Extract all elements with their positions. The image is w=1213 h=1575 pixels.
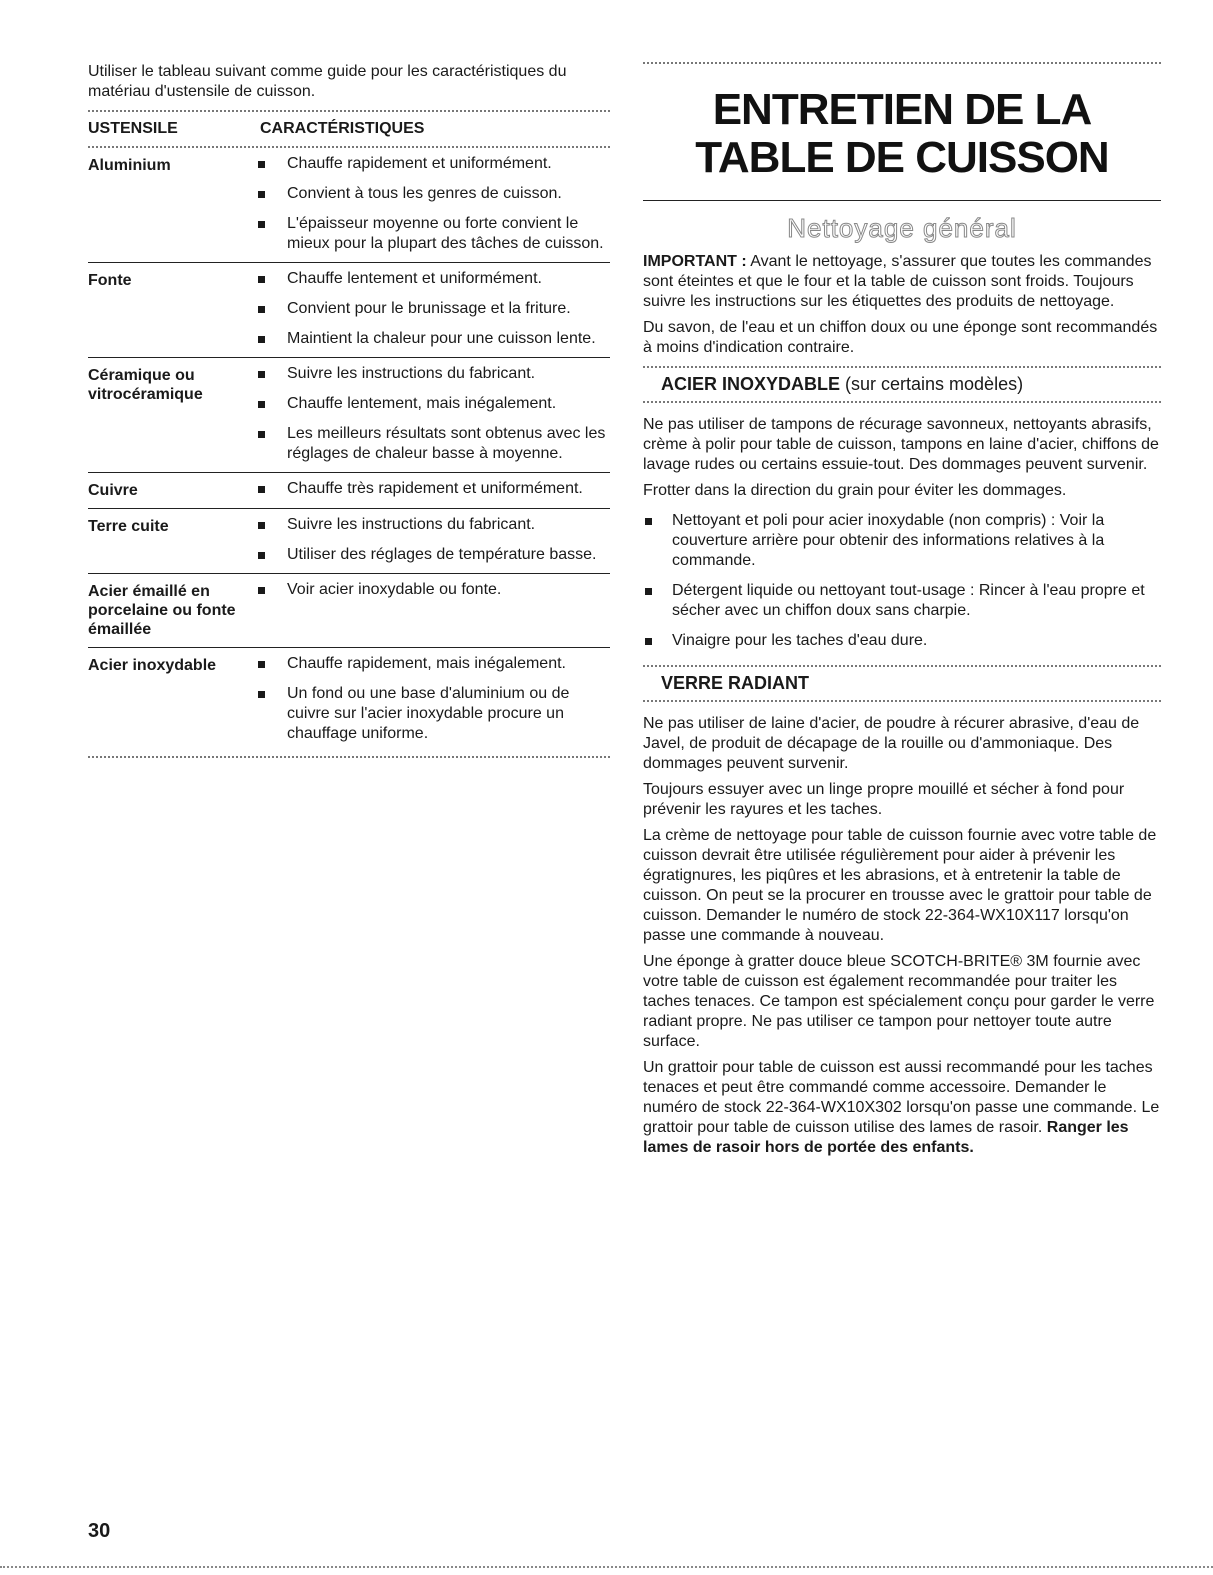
bullet-square-icon — [258, 401, 265, 408]
divider — [88, 756, 610, 758]
glass-paragraph-5 — [643, 1058, 1161, 1158]
cookware-name: Terre cuite — [88, 518, 169, 535]
list-item — [258, 214, 610, 254]
page-number: 30 — [88, 1520, 111, 1542]
cookware-name: Fonte — [88, 272, 132, 289]
list-item — [643, 631, 1161, 651]
important-text: Avant le nettoyage, s'assurer que toutes les commandes sont éteintes et que le four et la table de cuisson sont froids. Toujours suivre les instructions sur les étiquettes des produits de nettoyage. — [643, 253, 1152, 310]
characteristic-text: Un fond ou une base d'aluminium ou de cuivre sur l'acier inoxydable procure un chauffage uniforme. — [287, 685, 570, 742]
characteristic-text: Maintient la chaleur pour une cuisson lente. — [287, 330, 596, 347]
glass-paragraph-5-text: Un grattoir pour table de cuisson est aussi recommandé pour les taches tenaces et peut être commandé comme accessoire. Demander le numéro de stock 22-364-WX10X302 lorsqu'on passe une commande. Le grattoir pour table de cuisson utilise des lames de rasoir. — [643, 1059, 1160, 1136]
characteristic-text: L'épaisseur moyenne ou forte convient le mieux pour la plupart des tâches de cuisson. — [287, 215, 604, 252]
header-characteristics: CARACTÉRISTIQUES — [260, 120, 425, 137]
bullet-square-icon — [258, 661, 265, 668]
bullet-square-icon — [258, 587, 265, 594]
table-row — [88, 473, 610, 508]
list-item — [258, 394, 610, 414]
intro-text: Utiliser le tableau suivant comme guide pour les caractéristiques du matériau d'ustensile de cuisson. — [88, 63, 567, 100]
divider — [643, 401, 1161, 403]
cookware-name: Aluminium — [88, 157, 171, 174]
bullet-square-icon — [258, 486, 265, 493]
list-item — [258, 364, 610, 384]
characteristics-list — [258, 269, 610, 349]
bullet-square-icon — [258, 191, 265, 198]
steel-paragraph-2: Frotter dans la direction du grain pour éviter les dommages. — [643, 482, 1067, 499]
list-item — [643, 581, 1161, 621]
characteristic-text: Convient pour le brunissage et la friture. — [287, 300, 571, 317]
glass-paragraph-1: Ne pas utiliser de laine d'acier, de poudre à récurer abrasive, d'eau de Javel, de produit de décapage de la rouille ou d'ammoniaque. Des dommages peuvent survenir. — [643, 715, 1140, 772]
characteristic-text: Chauffe rapidement et uniformément. — [287, 155, 552, 172]
bullet-square-icon — [645, 638, 652, 645]
list-item — [258, 424, 610, 464]
bullet-square-icon — [258, 552, 265, 559]
characteristic-text: Suivre les instructions du fabricant. — [287, 516, 536, 533]
characteristics-list — [258, 654, 610, 744]
bullet-square-icon — [258, 306, 265, 313]
bullet-square-icon — [258, 276, 265, 283]
characteristic-text: Chauffe lentement et uniformément. — [287, 270, 542, 287]
characteristic-text: Suivre les instructions du fabricant. — [287, 365, 536, 382]
characteristic-text: Chauffe très rapidement et uniformément. — [287, 480, 583, 497]
characteristic-text: Utiliser des réglages de température basse. — [287, 546, 597, 563]
characteristic-text: Chauffe lentement, mais inégalement. — [287, 395, 557, 412]
bullet-square-icon — [258, 431, 265, 438]
bullet-square-icon — [258, 691, 265, 698]
glass-heading — [643, 667, 1161, 700]
characteristic-text: Voir acier inoxydable ou fonte. — [287, 581, 502, 598]
characteristic-text: Chauffe rapidement, mais inégalement. — [287, 655, 566, 672]
characteristics-list — [258, 154, 610, 254]
list-item — [258, 329, 610, 349]
glass-paragraph-4: Une éponge à gratter douce bleue SCOTCH-BRITE® 3M fournie avec votre table de cuisson est également recommandée pour traiter les taches tenaces. Ce tampon est spécialement conçu pour garder le verre radiant propre. Ne pas utiliser ce tampon pour nettoyer toute autre surface. — [643, 953, 1155, 1050]
steel-heading — [643, 368, 1161, 401]
cleaner-item-text: Nettoyant et poli pour acier inoxydable (non compris) : Voir la couverture arrière pour obtenir des informations relatives à la commande. — [672, 512, 1105, 569]
list-item — [258, 654, 610, 674]
table-row — [88, 263, 610, 357]
bullet-square-icon — [258, 522, 265, 529]
cookware-name: Céramique ou vitrocéramique — [88, 367, 203, 403]
list-item — [643, 511, 1161, 571]
cookware-guide — [88, 62, 610, 758]
page-title: ENTRETIEN DE LA TABLE DE CUISSON — [695, 85, 1109, 182]
bullet-square-icon — [258, 221, 265, 228]
characteristics-list — [258, 515, 610, 565]
bullet-square-icon — [258, 161, 265, 168]
cookware-name: Acier inoxydable — [88, 657, 217, 674]
steel-heading-note: (sur certains modèles) — [840, 374, 1024, 394]
table-row — [88, 648, 610, 752]
list-item — [258, 269, 610, 289]
glass-paragraph-3: La crème de nettoyage pour table de cuisson fournie avec votre table de cuisson devrait être utilisée régulièrement pour aider à prévenir les égratignures, les piqûres et les abrasions, et à entretenir la table de cuisson. On peut se la procurer en trousse avec le grattoir pour table de cuisson. Demander le numéro de stock 22-364-WX10X117 lorsqu'on passe une commande à nouveau. — [643, 827, 1157, 944]
list-item — [258, 479, 610, 499]
bullet-square-icon — [258, 371, 265, 378]
title-rule — [643, 200, 1161, 201]
divider — [643, 700, 1161, 702]
characteristic-text: Convient à tous les genres de cuisson. — [287, 185, 562, 202]
bullet-square-icon — [645, 518, 652, 525]
table-row — [88, 148, 610, 262]
table-row — [88, 358, 610, 472]
characteristics-list — [258, 364, 610, 464]
glass-heading-bold: VERRE RADIANT — [661, 673, 810, 693]
important-notice — [643, 252, 1161, 312]
glass-paragraph-2: Toujours essuyer avec un linge propre mouillé et sécher à fond pour prévenir les rayures et les taches. — [643, 781, 1125, 818]
characteristic-text: Les meilleurs résultats sont obtenus avec les réglages de chaleur basse à moyenne. — [287, 425, 606, 462]
cleaner-item-text: Vinaigre pour les taches d'eau dure. — [672, 632, 928, 649]
list-item — [258, 684, 610, 744]
divider — [643, 62, 1161, 64]
cookware-name: Acier émaillé en porcelaine ou fonte émaillée — [88, 583, 236, 638]
cleaner-item-text: Détergent liquide ou nettoyant tout-usage : Rincer à l'eau propre et sécher avec un chiffon doux sans charpie. — [672, 582, 1145, 619]
characteristics-list — [258, 479, 610, 500]
header-cookware: USTENSILE — [88, 120, 178, 137]
list-item — [258, 545, 610, 565]
cookware-name: Cuivre — [88, 482, 138, 499]
razor-warning: Ranger les lames de rasoir hors de portée des enfants. — [643, 1119, 1129, 1156]
list-item — [258, 154, 610, 174]
steel-bullet-list — [643, 511, 1161, 651]
characteristics-list — [258, 580, 610, 639]
bullet-square-icon — [645, 588, 652, 595]
list-item — [258, 299, 610, 319]
general-text: Du savon, de l'eau et un chiffon doux ou une éponge sont recommandés à moins d'indication contraire. — [643, 319, 1158, 356]
steel-heading-bold: ACIER INOXYDABLE — [661, 374, 841, 394]
cooktop-care-section — [643, 62, 1161, 1164]
table-header — [88, 112, 610, 146]
important-label: IMPORTANT : — [643, 253, 747, 270]
table-row — [88, 509, 610, 573]
list-item — [258, 580, 610, 600]
bottom-divider — [0, 1566, 1213, 1568]
bullet-square-icon — [258, 336, 265, 343]
list-item — [258, 184, 610, 204]
section-subtitle: Nettoyage général — [787, 213, 1017, 243]
steel-paragraph-1: Ne pas utiliser de tampons de récurage savonneux, nettoyants abrasifs, crème à polir pour table de cuisson, tampons en laine d'acier, chiffons de lavage rudes ou certains essuie-tout. Des dommages peuvent survenir. — [643, 416, 1159, 473]
cookware-table-body — [88, 148, 610, 752]
table-row — [88, 574, 610, 647]
list-item — [258, 515, 610, 535]
